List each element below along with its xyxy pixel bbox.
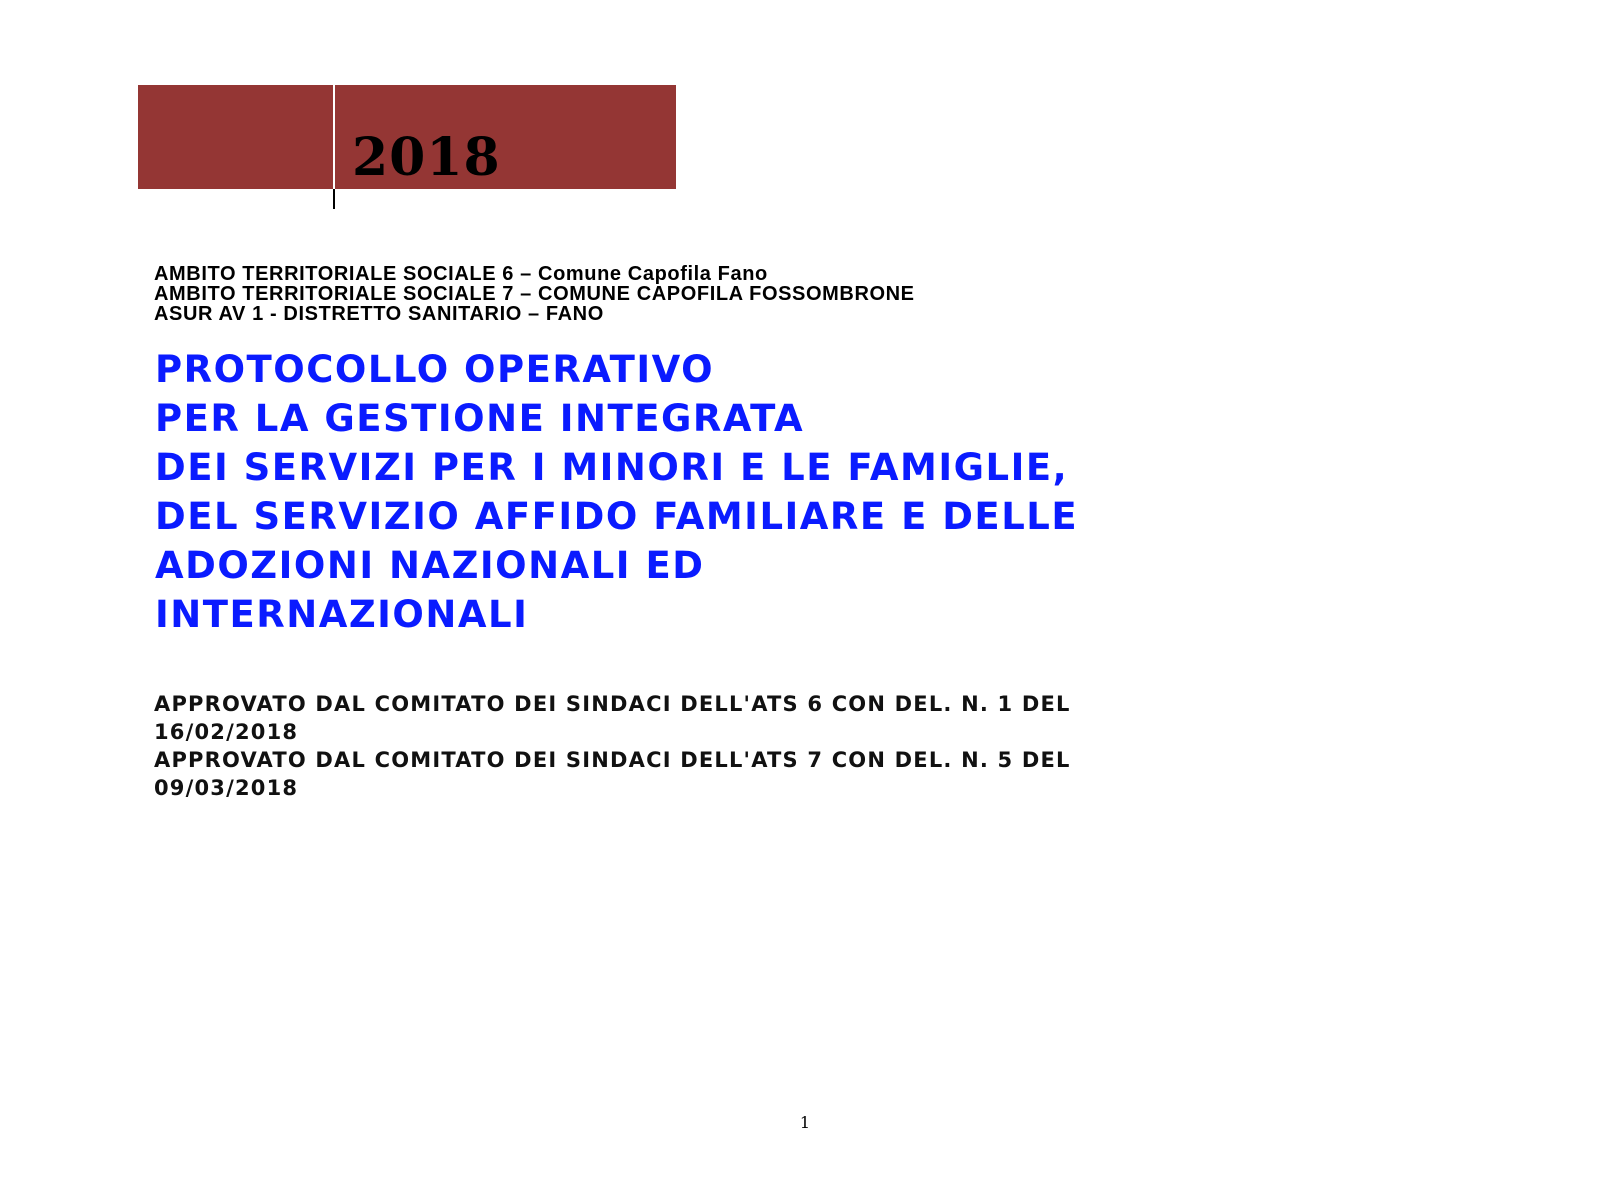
document-title xyxy=(155,345,1555,639)
approval-line-ats7: APPROVATO DAL COMITATO DEI SINDACI DELL'ATS 7 CON DEL. N. 5 DEL xyxy=(154,748,1071,772)
title-line: DEL SERVIZIO AFFIDO FAMILIARE E DELLE xyxy=(155,495,1079,538)
year-label: 2018 xyxy=(352,127,501,188)
approval-notes xyxy=(154,690,1454,802)
title-line: PER LA GESTIONE INTEGRATA xyxy=(155,397,805,440)
title-line: PROTOCOLLO OPERATIVO xyxy=(155,348,715,391)
title-line: INTERNAZIONALI xyxy=(155,593,529,636)
authority-line-ats6: AMBITO TERRITORIALE SOCIALE 6 – Comune Capofila Fano xyxy=(154,263,768,285)
approval-line-ats6: APPROVATO DAL COMITATO DEI SINDACI DELL'ATS 6 CON DEL. N. 1 DEL xyxy=(154,692,1071,716)
authority-line-ats7: AMBITO TERRITORIALE SOCIALE 7 – COMUNE CAPOFILA FOSSOMBRONE xyxy=(154,283,915,305)
page-number: 1 xyxy=(799,1113,811,1132)
title-line: DEI SERVIZI PER I MINORI E LE FAMIGLIE, xyxy=(155,446,1069,489)
banner-tick-mark xyxy=(333,189,335,209)
authority-line-asur: ASUR AV 1 - DISTRETTO SANITARIO – FANO xyxy=(154,303,604,325)
approval-date-ats7: 09/03/2018 xyxy=(154,776,299,800)
approval-date-ats6: 16/02/2018 xyxy=(154,720,299,744)
title-line: ADOZIONI NAZIONALI ED xyxy=(155,544,705,587)
issuing-authorities xyxy=(154,264,915,324)
banner-divider xyxy=(333,85,335,189)
